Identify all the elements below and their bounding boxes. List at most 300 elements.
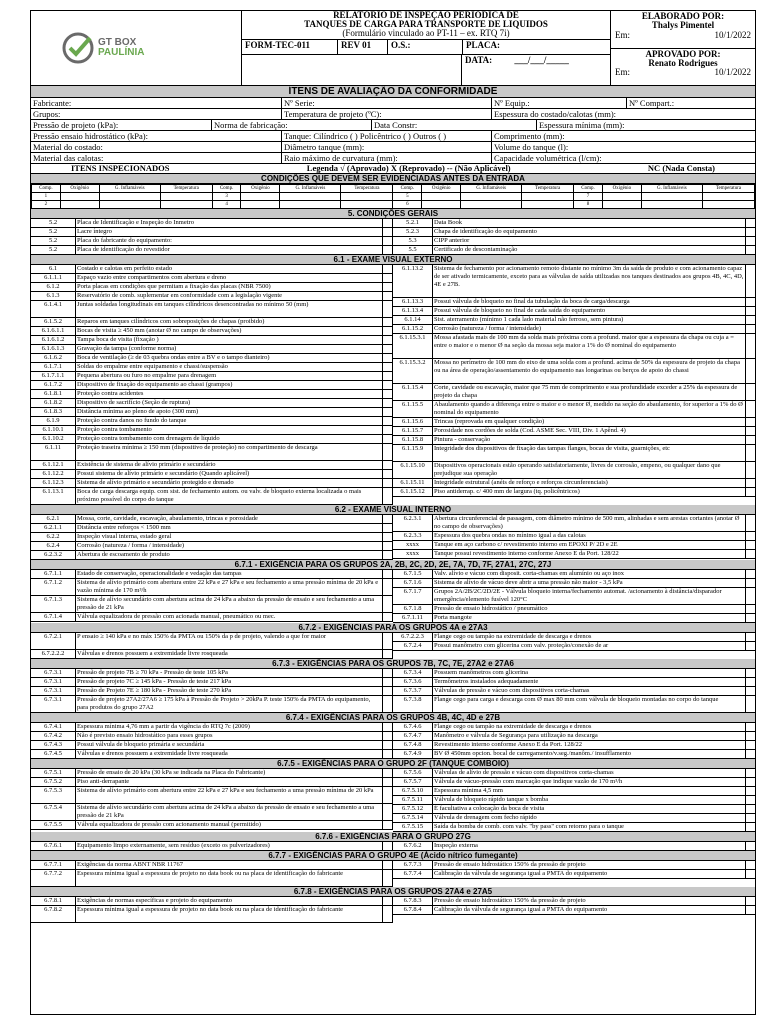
item-check-box[interactable] — [383, 861, 392, 869]
item-row — [393, 750, 755, 759]
item-text: Corrosão (natureza / forma / intensidade) — [433, 325, 746, 333]
item-text: Boca de ventilação (≥ de 03 quebra ondas entre a BV e o tampo dianteiro) — [76, 354, 383, 362]
section-col-left — [31, 861, 393, 887]
item-row — [31, 897, 392, 906]
item-check-box[interactable] — [383, 787, 392, 803]
item-row — [31, 444, 392, 461]
prepared-date: 10/1/2022 — [714, 29, 751, 40]
item-row — [31, 381, 392, 390]
item-row — [393, 532, 755, 541]
item-check-box[interactable] — [383, 435, 392, 443]
item-check-box[interactable] — [383, 345, 392, 353]
gas-head: Temperatura — [522, 185, 574, 193]
item-check-box[interactable] — [746, 669, 755, 677]
gas-head: Comp. — [212, 185, 241, 193]
approved-em: Em: — [615, 67, 630, 78]
item-row — [393, 384, 755, 401]
item-code: 6.7.5.12 — [393, 805, 433, 813]
item-check-box[interactable] — [383, 551, 392, 559]
item-code: 6.7.1.11 — [393, 614, 433, 622]
item-check-box[interactable] — [746, 219, 755, 227]
gas-cell[interactable] — [99, 201, 160, 209]
item-text: BV Ø 450mm opcion. bocal de carregamento/v.seg./manôm./ insufflamento — [433, 750, 746, 758]
item-check-box[interactable] — [746, 515, 755, 531]
item-row — [393, 541, 755, 550]
item-text: Corte, cavidade ou escavação, maior que 75 mm de comprimento e sua profundidade exceder a 25% da espessura de projeto da chapa — [433, 384, 746, 400]
item-text: Revestimento interno conforme Anexo E da Port. 128/22 — [433, 741, 746, 749]
item-check-box[interactable] — [383, 237, 392, 245]
item-text: Abertura circunferencial de passagem, com diâmetro mínimo de 500 mm, alinhadas e sem arestas cortantes (anotar Ø no campo de observações) — [433, 515, 746, 531]
gas-cell[interactable] — [241, 201, 280, 209]
section-col-right — [393, 570, 755, 623]
item-text: Distância mínima ao pleno de apoio (300 mm) — [76, 408, 383, 416]
item-check-box[interactable] — [746, 642, 755, 650]
item-code: 6.1.8.2 — [31, 399, 76, 407]
gas-head: Oxigênio — [241, 185, 280, 193]
item-check-box[interactable] — [383, 327, 392, 335]
legend — [31, 164, 755, 174]
item-check-box[interactable] — [383, 488, 392, 504]
gas-cell[interactable] — [602, 201, 641, 209]
field-1-1[interactable]: Temperatura de projeto (ºC): — [281, 109, 491, 119]
section-col-right — [393, 861, 755, 879]
item-check-box[interactable] — [746, 237, 755, 245]
item-check-box[interactable] — [746, 842, 755, 850]
section-col-right — [393, 769, 755, 832]
gas-cell[interactable] — [641, 201, 702, 209]
item-code: 6.1.11 — [31, 444, 76, 460]
item-check-box[interactable] — [383, 821, 392, 829]
item-code: 6.7.1.8 — [393, 605, 433, 613]
item-text: Estado de conservação, operacionalidade e vedação das tampas — [76, 570, 383, 578]
field-3-0[interactable]: Pressão ensaio hidrostático (kPa): — [33, 131, 148, 141]
item-check-box[interactable] — [746, 823, 755, 831]
item-check-box[interactable] — [383, 318, 392, 326]
item-check-box[interactable] — [746, 359, 755, 383]
item-check-box[interactable] — [746, 588, 755, 604]
item-code: 6.7.3.1 — [31, 687, 76, 695]
gas-cell[interactable] — [160, 193, 212, 201]
item-text: Costado e calotas em perfeito estado — [76, 265, 383, 273]
gas-cell[interactable] — [241, 193, 280, 201]
item-check-box[interactable] — [383, 228, 392, 236]
item-check-box[interactable] — [746, 870, 755, 878]
item-check-box[interactable] — [383, 842, 392, 850]
item-check-box[interactable] — [383, 633, 392, 649]
section-col-left — [31, 842, 393, 851]
item-text: Válvulas de pressão e vácuo com dispositivos corta-chamas — [433, 687, 746, 695]
gas-cell[interactable] — [422, 201, 461, 209]
item-check-box[interactable] — [746, 316, 755, 324]
item-code: 6.2.3.1 — [393, 515, 433, 531]
item-row — [393, 436, 755, 445]
item-code: 6.2.1.1 — [31, 524, 76, 532]
plate-field[interactable]: PLACA: — [462, 40, 610, 54]
item-check-box[interactable] — [746, 814, 755, 822]
section-col-left — [31, 769, 393, 830]
section-title: 6.7.4 - EXIGÊNCIAS PARA OS GRUPOS 4B, 4C, 4D e 27B — [31, 713, 755, 723]
section-title: 6.7.1 - EXIGÊNCIA PARA OS GRUPOS 2A, 2B, 2C, 2D, 2E, 7A, 7D, 7F, 27A1, 27C, 27J — [31, 560, 755, 570]
item-check-box[interactable] — [746, 796, 755, 804]
item-check-box[interactable] — [383, 461, 392, 469]
item-check-box[interactable] — [746, 541, 755, 549]
item-code: 6.7.4.9 — [393, 750, 433, 758]
item-check-box[interactable] — [746, 334, 755, 358]
field-3-2[interactable]: Comprimento (mm): — [491, 131, 755, 141]
field-0-3[interactable]: Nº Compart.: — [626, 98, 755, 108]
gas-cell[interactable] — [641, 193, 702, 201]
item-check-box[interactable] — [746, 265, 755, 297]
item-row — [31, 283, 392, 292]
item-check-box[interactable] — [746, 633, 755, 641]
item-check-box[interactable] — [383, 723, 392, 731]
section-title: 6.7.3 - EXIGÊNCIAS PARA OS GRUPOS 7B, 7C, 7E, 27A2 e 27A6 — [31, 659, 755, 669]
item-row — [31, 906, 392, 923]
item-check-box[interactable] — [746, 228, 755, 236]
field-5-0[interactable]: Material das calotas: — [33, 153, 104, 163]
item-check-box[interactable] — [383, 897, 392, 905]
gas-cell[interactable] — [602, 193, 641, 201]
item-text: Dispositivo de sacrifício (Seção de ruptura) — [76, 399, 383, 407]
section-body — [31, 769, 755, 832]
section-title: 6.2 - EXAME VISUAL INTERNO — [31, 505, 755, 515]
item-text: Espessura mínima igual a espessura de projeto no data book ou na placa de identificação do fabricante — [76, 906, 383, 922]
item-check-box[interactable] — [383, 265, 392, 273]
item-code: 6.2.1 — [31, 515, 76, 523]
section-col-left — [31, 515, 393, 560]
item-check-box[interactable] — [383, 479, 392, 487]
field-0-2[interactable]: Nº Equip.: — [491, 98, 626, 108]
gas-cell[interactable] — [160, 201, 212, 209]
item-check-box[interactable] — [746, 769, 755, 777]
item-code: 6.1.15.4 — [393, 384, 433, 400]
item-check-box[interactable] — [746, 532, 755, 540]
item-text: Porosidade nos cordões de solda (Cod. ASME Sec. VIII, Div. 1 Apênd. 4) — [433, 427, 746, 435]
item-check-box[interactable] — [746, 479, 755, 487]
item-check-box[interactable] — [746, 307, 755, 315]
item-check-box[interactable] — [383, 870, 392, 886]
item-row — [393, 334, 755, 359]
item-row — [31, 327, 392, 336]
item-check-box[interactable] — [746, 570, 755, 578]
item-row — [393, 488, 755, 497]
item-code: 5.2 — [31, 219, 76, 227]
field-5-1[interactable]: Raio máximo de curvatura (mm): — [281, 153, 491, 163]
gas-cell[interactable] — [702, 201, 754, 209]
item-row — [31, 687, 392, 696]
item-row — [393, 796, 755, 805]
field-3-1[interactable]: Tanque: Cilíndrico ( ) Policêntrico ( ) Outros ( ) — [281, 131, 491, 141]
item-code: 6.7.3.8 — [393, 696, 433, 712]
item-check-box[interactable] — [383, 769, 392, 777]
field-4-0[interactable]: Material do costado: — [33, 142, 103, 152]
gas-cell: 6 — [393, 201, 422, 209]
item-check-box[interactable] — [746, 778, 755, 786]
item-check-box[interactable] — [746, 579, 755, 587]
item-row — [31, 769, 392, 778]
section-body — [31, 265, 755, 505]
field-1-0[interactable]: Grupos: — [33, 109, 61, 119]
item-text: Reparos em tanques cilíndricos com sobreposições de chapas (proibido) — [76, 318, 383, 326]
item-check-box[interactable] — [746, 678, 755, 686]
item-row — [393, 906, 755, 915]
item-check-box[interactable] — [383, 596, 392, 612]
item-row — [393, 732, 755, 741]
item-check-box[interactable] — [746, 418, 755, 426]
os-field[interactable]: O.S.: — [387, 40, 462, 54]
field-2-3[interactable]: Espessura mínima (mm): — [536, 120, 755, 130]
item-text: Possui válvula de bloqueio primária e secundária — [76, 741, 383, 749]
item-check-box[interactable] — [383, 533, 392, 541]
item-check-box[interactable] — [383, 613, 392, 621]
item-check-box[interactable] — [383, 301, 392, 317]
item-text: Gravação da tampa (conforme norma) — [76, 345, 383, 353]
prepared-name: Thalys Pimentel — [651, 20, 715, 31]
item-row — [31, 579, 392, 596]
field-5-2[interactable]: Capacidade volumétrica (l/cm): — [491, 153, 755, 163]
item-check-box[interactable] — [746, 445, 755, 461]
item-check-box[interactable] — [746, 605, 755, 613]
gas-cell: 8 — [574, 201, 603, 209]
item-check-box[interactable] — [383, 246, 392, 254]
item-check-box[interactable] — [383, 390, 392, 398]
date-field[interactable] — [462, 55, 610, 85]
item-code: 6.1.8.3 — [31, 408, 76, 416]
item-check-box[interactable] — [383, 696, 392, 712]
item-code: 6.1.12.2 — [31, 470, 76, 478]
item-row — [393, 787, 755, 796]
item-check-box[interactable] — [746, 723, 755, 731]
item-text: Espessura dos quebra ondas no mínimo igual a das calotas — [433, 532, 746, 540]
item-code: 6.1.15.3.1 — [393, 334, 433, 358]
item-code: 6.1.7.1 — [31, 363, 76, 371]
item-code: 6.7.5.10 — [393, 787, 433, 795]
item-check-box[interactable] — [383, 524, 392, 532]
item-code: 6.7.4.5 — [31, 750, 76, 758]
item-check-box[interactable] — [746, 427, 755, 435]
item-text: Equipamento limpo externamente, sem resíduo (exceto os pulverizadores) — [76, 842, 383, 850]
item-text: Grupos 2A/2B/2C/2D/2E - Válvula bloqueio interna/fechamento automat. /acionamento à distância/disparador emergência/elemento fusível 120°C — [433, 588, 746, 604]
logo-line2: PAULÍNIA — [98, 47, 145, 58]
item-check-box[interactable] — [746, 696, 755, 712]
item-check-box[interactable] — [746, 614, 755, 622]
item-text: Possui sistema de alívio primário e secundário (Quando aplicável) — [76, 470, 383, 478]
item-check-box[interactable] — [383, 381, 392, 389]
item-row — [31, 318, 392, 327]
item-row — [31, 372, 392, 381]
field-1-2[interactable]: Espessura do costado/calotas (mm): — [491, 109, 755, 119]
legend-nc: NC (Nada Consta) — [647, 163, 715, 173]
gas-cell[interactable] — [60, 201, 99, 209]
item-check-box[interactable] — [746, 741, 755, 749]
gas-cell[interactable] — [461, 201, 522, 209]
item-check-box[interactable] — [746, 805, 755, 813]
item-check-box[interactable] — [746, 488, 755, 496]
item-check-box[interactable] — [746, 436, 755, 444]
company-logo — [31, 11, 241, 85]
gas-cell[interactable] — [422, 193, 461, 201]
item-code: 6.7.6.1 — [31, 842, 76, 850]
item-check-box[interactable] — [746, 787, 755, 795]
item-text: Calibração da válvula de segurança igual a PMTA do equipamento — [433, 906, 746, 914]
item-check-box[interactable] — [383, 542, 392, 550]
item-row — [393, 237, 755, 246]
item-check-box[interactable] — [746, 401, 755, 417]
item-check-box[interactable] — [746, 750, 755, 758]
item-check-box[interactable] — [383, 292, 392, 300]
item-text: Proteção traseira mínima ≥ 150 mm (dispositivo de proteção) no compartimento de descarga — [76, 444, 383, 460]
item-check-box[interactable] — [383, 570, 392, 578]
item-check-box[interactable] — [746, 462, 755, 478]
item-code: 6.1.12.3 — [31, 479, 76, 487]
item-text: Pressão de projeto 27A2/27A6 ≥ 175 kPa à Pressão de Projeto > 20kPa P. teste 150% da PMTA do equipamento, para produtos do grupo 27A2 — [76, 696, 383, 712]
gas-title: CONDIÇÕES QUE DEVEM SER EVIDENCIADAS ANTES DA ENTRADA — [31, 174, 755, 184]
item-row — [31, 461, 392, 470]
item-check-box[interactable] — [746, 897, 755, 905]
section-col-right — [393, 897, 755, 915]
item-check-box[interactable] — [746, 732, 755, 740]
item-check-box[interactable] — [383, 732, 392, 740]
item-check-box[interactable] — [383, 354, 392, 362]
item-code: 6.1.6.2 — [31, 354, 76, 362]
item-check-box[interactable] — [746, 384, 755, 400]
item-row — [393, 669, 755, 678]
item-check-box[interactable] — [383, 283, 392, 291]
item-check-box[interactable] — [383, 219, 392, 227]
field-2-1[interactable]: Norma de fabricação: — [211, 120, 371, 130]
item-row — [393, 401, 755, 418]
item-check-box[interactable] — [746, 298, 755, 306]
gas-cell[interactable] — [341, 193, 393, 201]
field-row — [31, 98, 755, 109]
gas-cell: 4 — [212, 201, 241, 209]
logo-check-icon — [61, 31, 95, 65]
item-check-box[interactable] — [383, 274, 392, 282]
field-4-2[interactable]: Volume do tanque (l): — [491, 142, 755, 152]
gas-cell[interactable] — [522, 201, 574, 209]
item-check-box[interactable] — [383, 750, 392, 758]
gas-cell[interactable] — [60, 193, 99, 201]
gas-head: Oxigênio — [60, 185, 99, 193]
gas-cell[interactable] — [280, 201, 341, 209]
item-check-box[interactable] — [383, 399, 392, 407]
item-text: Válvulas e drenos possuem a extremidade livre rosqueada — [76, 650, 383, 658]
item-code: 6.7.1.1 — [31, 570, 76, 578]
item-row — [31, 524, 392, 533]
item-code: 6.7.4.1 — [31, 723, 76, 731]
field-2-0[interactable]: Pressão de projeto (kPa): — [33, 120, 119, 130]
item-code: 6.1.5.2 — [31, 318, 76, 326]
gas-head: Temperatura — [702, 185, 754, 193]
gas-cell[interactable] — [99, 193, 160, 201]
item-check-box[interactable] — [383, 515, 392, 523]
item-text: Sist. aterramento (mínimo 1 cada lado material não ferroso, sem pintura) — [433, 316, 746, 324]
item-code: 6.7.3.6 — [393, 678, 433, 686]
item-text: Abaulamento quando a diferença entre o maior e o menor Ø, medido na seção do abaulamento, for superior a 1% do Ø nominal do equipamento — [433, 401, 746, 417]
field-0-1[interactable]: Nº Serie: — [281, 98, 491, 108]
item-row — [31, 426, 392, 435]
item-check-box[interactable] — [383, 778, 392, 786]
field-2-2[interactable]: Data Constr: — [371, 120, 536, 130]
item-check-box[interactable] — [383, 650, 392, 658]
item-check-box[interactable] — [383, 372, 392, 380]
field-4-1[interactable]: Diâmetro tanque (mm): — [281, 142, 491, 152]
item-row — [393, 769, 755, 778]
item-text: Válvulas e drenos possuem a extremidade livre rosqueada — [76, 750, 383, 758]
item-check-box[interactable] — [746, 861, 755, 869]
item-code: 5.2 — [31, 228, 76, 236]
title-line3: (Formulário vinculado ao PT-11 – ex. RTQ 7i) — [342, 28, 510, 38]
item-check-box[interactable] — [746, 246, 755, 254]
item-check-box[interactable] — [383, 741, 392, 749]
item-check-box[interactable] — [746, 906, 755, 914]
item-code: 6.1.15.5 — [393, 401, 433, 417]
item-check-box[interactable] — [383, 470, 392, 478]
item-row — [31, 265, 392, 274]
item-check-box[interactable] — [383, 687, 392, 695]
item-check-box[interactable] — [383, 426, 392, 434]
item-check-box[interactable] — [746, 550, 755, 558]
section-body — [31, 669, 755, 713]
item-check-box[interactable] — [383, 669, 392, 677]
gas-cell[interactable] — [461, 193, 522, 201]
item-row — [393, 228, 755, 237]
item-code: 6.1.1.1 — [31, 274, 76, 282]
gas-cell[interactable] — [522, 193, 574, 201]
item-code: 6.1.13.3 — [393, 298, 433, 306]
item-code: 6.7.1.3 — [31, 596, 76, 612]
gas-cell[interactable] — [280, 193, 341, 201]
section-col-right — [393, 515, 755, 559]
gas-cell[interactable] — [702, 193, 754, 201]
field-0-0[interactable]: Fabricante: — [33, 98, 72, 108]
form-header — [31, 11, 755, 86]
item-check-box[interactable] — [383, 579, 392, 595]
item-code: 6.7.8.3 — [393, 897, 433, 905]
section-body — [31, 842, 755, 851]
item-row — [31, 551, 392, 560]
item-code: 6.7.5.2 — [31, 778, 76, 786]
item-row — [393, 359, 755, 384]
item-check-box[interactable] — [383, 363, 392, 371]
section-col-right — [393, 219, 755, 255]
item-check-box[interactable] — [746, 325, 755, 333]
item-code: 6.1.9 — [31, 417, 76, 425]
item-code: 6.1.15.9 — [393, 445, 433, 461]
item-check-box[interactable] — [383, 906, 392, 922]
item-check-box[interactable] — [383, 417, 392, 425]
gas-cell[interactable] — [341, 201, 393, 209]
item-check-box[interactable] — [746, 687, 755, 695]
item-row — [393, 325, 755, 334]
item-row — [393, 778, 755, 787]
item-check-box[interactable] — [383, 678, 392, 686]
item-code: 6.7.4.3 — [31, 741, 76, 749]
item-check-box[interactable] — [383, 408, 392, 416]
item-check-box[interactable] — [383, 336, 392, 344]
form-code: FORM-TEC-011 — [245, 40, 310, 50]
item-row — [393, 588, 755, 605]
item-code: 6.7.1.7 — [393, 588, 433, 604]
date-value: ___/___/_____ — [514, 55, 569, 65]
item-text: Espessura mínima 4,76 mm a partir da vigência do RTQ 7c (2009) — [76, 723, 383, 731]
item-row — [31, 274, 392, 283]
item-code: 6.1.6.1.1 — [31, 327, 76, 335]
item-text: Válvula de drenagem com fecho rápido — [433, 814, 746, 822]
item-check-box[interactable] — [383, 804, 392, 820]
item-check-box[interactable] — [383, 444, 392, 460]
item-row — [393, 246, 755, 255]
